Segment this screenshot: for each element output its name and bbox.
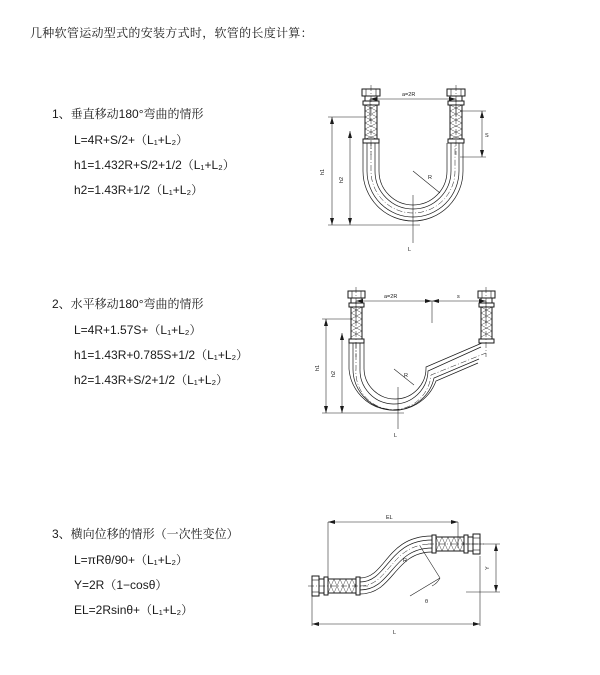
figure-1-label-radius: R bbox=[428, 175, 432, 181]
section-1-formula-2: h1=1.432R+S/2+1/2（L₁+L₂） bbox=[74, 158, 235, 172]
section-1-text bbox=[52, 105, 312, 206]
section-2-text bbox=[52, 295, 312, 396]
figure-2-label-h1: h1 bbox=[315, 364, 321, 371]
figure-2-horizontal-180 bbox=[308, 277, 518, 447]
figure-3-lateral-offset bbox=[290, 500, 520, 650]
figure-3-drawing bbox=[290, 500, 520, 650]
section-2-formula-1: L=4R+1.57S+（L₁+L₂） bbox=[74, 323, 202, 337]
section-3-formula-2: Y=2R（1−cosθ） bbox=[74, 578, 168, 592]
section-1-title: 1、垂直移动180°弯曲的情形 bbox=[52, 107, 204, 121]
figure-1-label-length: L bbox=[408, 247, 412, 253]
figure-2-label-radius: R bbox=[404, 373, 408, 379]
section-3-text bbox=[52, 525, 312, 626]
figure-1-vertical-180 bbox=[310, 75, 510, 265]
section-2-title: 2、水平移动180°弯曲的情形 bbox=[52, 297, 204, 311]
section-1-formula-3: h2=1.43R+1/2（L₁+L₂） bbox=[74, 183, 204, 197]
intro-text: 几种软管运动型式的安装方式时，软管的长度计算： bbox=[30, 26, 313, 40]
figure-2-label-top-dim2: s bbox=[457, 294, 460, 300]
figure-2-drawing bbox=[308, 277, 518, 447]
figure-1-label-right-dim: S bbox=[485, 133, 489, 139]
section-3-title: 3、横向位移的情形（一次性变位） bbox=[52, 527, 239, 541]
figure-2-label-top-dim: a=2R bbox=[384, 294, 398, 300]
figure-2-label-h2: h2 bbox=[331, 370, 337, 377]
section-3-formula-3: EL=2Rsinθ+（L₁+L₂） bbox=[74, 603, 194, 617]
figure-3-label-radius: R bbox=[403, 558, 407, 564]
figure-2-label-length: L bbox=[394, 433, 398, 439]
figure-3-label-angle: θ bbox=[425, 599, 429, 605]
figure-1-label-h1: h1 bbox=[320, 168, 326, 175]
figure-1-label-h2: h2 bbox=[339, 176, 345, 183]
section-2-formula-2: h1=1.43R+0.785S+1/2（L₁+L₂） bbox=[74, 348, 249, 362]
figure-3-label-right-dim: Y bbox=[485, 566, 491, 570]
figure-1-label-top-dim: a=2R bbox=[402, 92, 416, 98]
figure-1-drawing bbox=[310, 75, 510, 265]
section-2-formula-3: h2=1.43R+S/2+1/2（L₁+L₂） bbox=[74, 373, 229, 387]
section-3-formula-1: L=πRθ/90+（L₁+L₂） bbox=[74, 553, 189, 567]
figure-3-label-bottom-dim: L bbox=[393, 630, 397, 636]
section-1-formula-1: L=4R+S/2+（L₁+L₂） bbox=[74, 133, 189, 147]
figure-3-label-top-dim: EL bbox=[386, 515, 393, 521]
